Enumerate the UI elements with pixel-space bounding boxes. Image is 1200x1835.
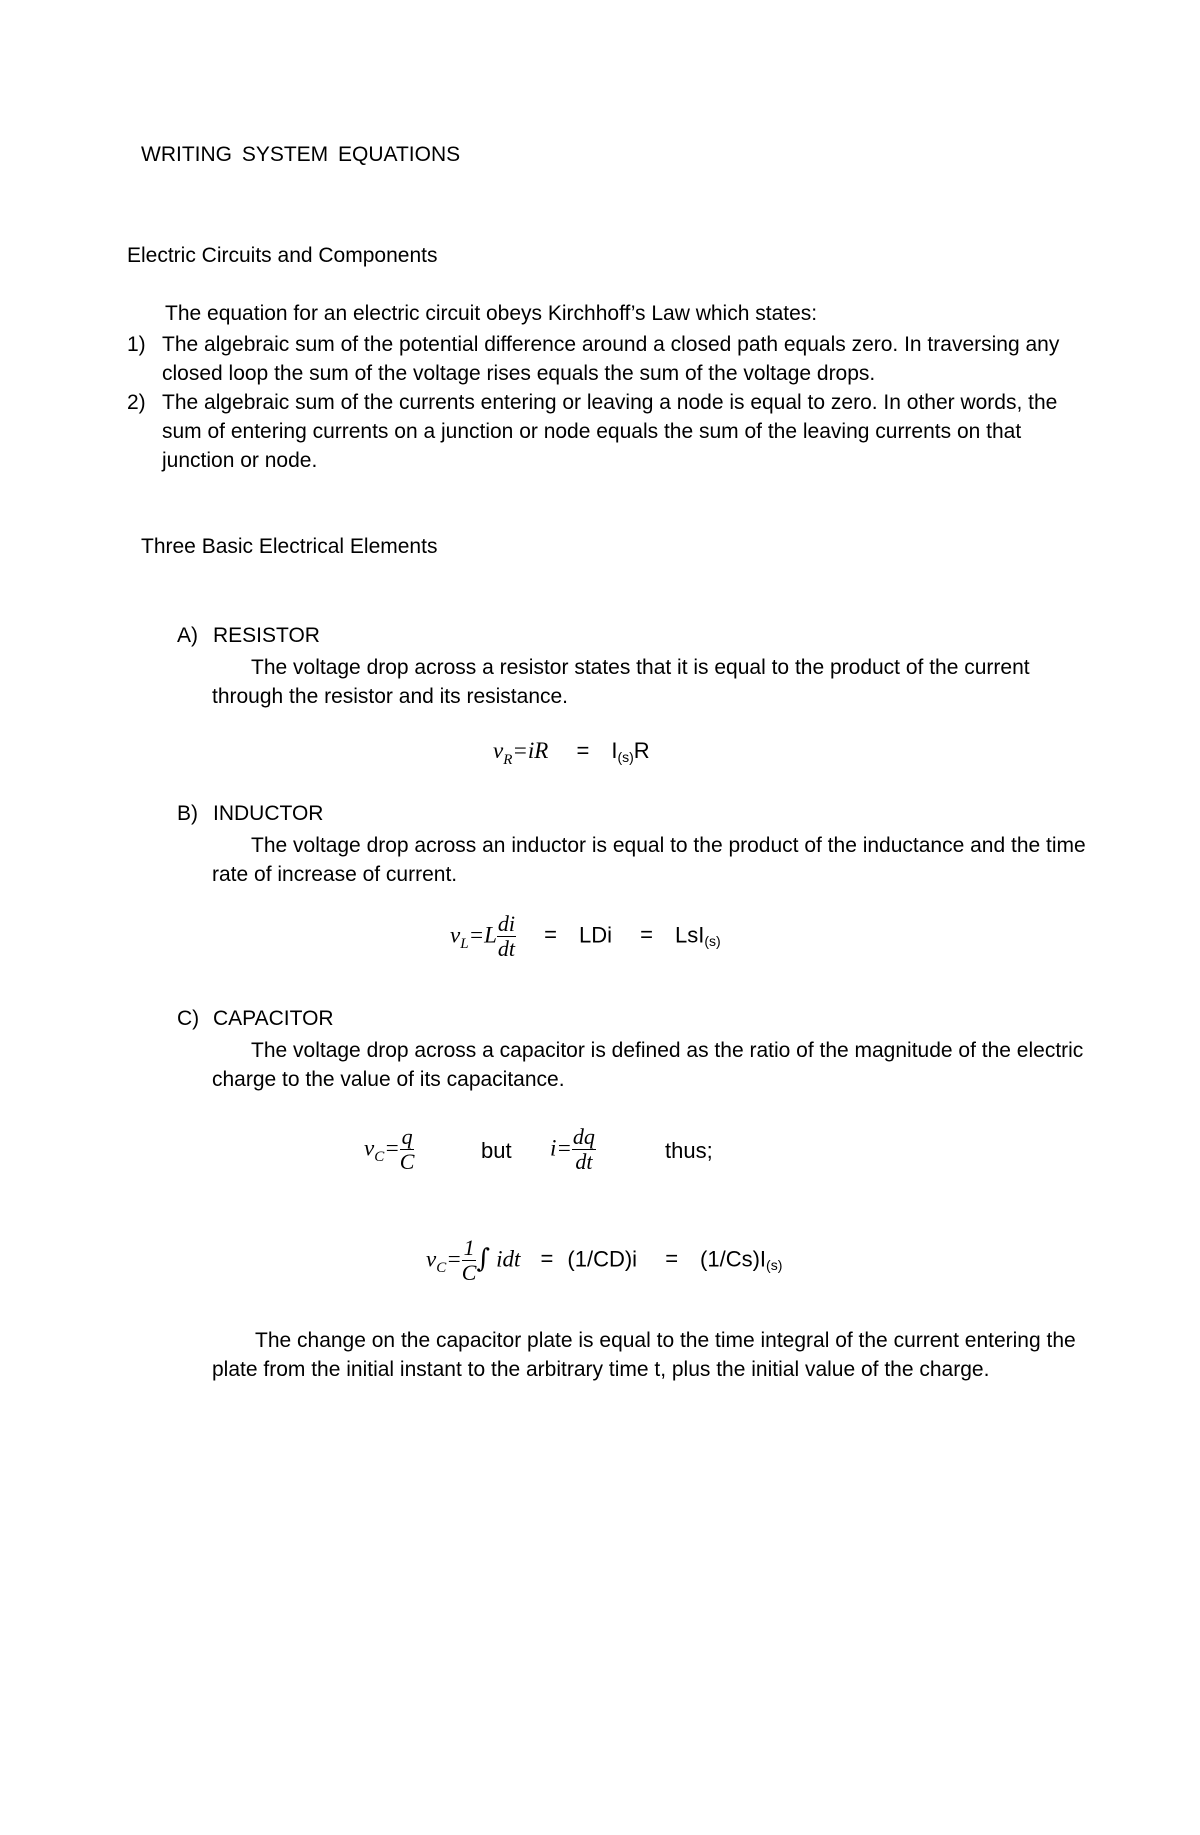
inductor-equation [450, 912, 721, 961]
section-letter: B) [177, 802, 198, 825]
fraction-denominator: dt [575, 1149, 593, 1174]
capacitor-equation-1 [364, 1125, 414, 1174]
capacitor-equation-3 [426, 1236, 782, 1285]
resistor-description: The voltage drop across a resistor states that it is equal to the product of the current through the resistor and its resistance. [212, 656, 1030, 708]
law-number: 2) [127, 391, 146, 414]
eq-subscript: R [503, 752, 513, 768]
eq-term: =L [468, 922, 497, 948]
section-name: RESISTOR [213, 624, 320, 647]
law-item-1 [127, 330, 1077, 390]
eq-subscript: (s) [704, 933, 721, 950]
capacitor-description: The voltage drop across a capacitor is defined as the ratio of the magnitude of the electric charge to the value of its capacitance. [212, 1039, 1084, 1091]
eq-equals: = [665, 1246, 679, 1272]
inductor-description: The voltage drop across an inductor is equal to the product of the inductance and the time rate of increase of current. [212, 834, 1086, 886]
eq-term: LDi [578, 922, 612, 948]
section-title: Electric Circuits and Components [127, 244, 438, 267]
fraction-numerator: dq [572, 1124, 595, 1149]
eq-term: idt [496, 1246, 521, 1272]
fraction-numerator: 1 [463, 1235, 475, 1260]
eq-term: (1/CD)i [567, 1246, 638, 1272]
eq-term: =iR [512, 738, 549, 763]
eq-subscript: (s) [617, 749, 634, 765]
capacitor-heading [177, 1007, 334, 1031]
eq-subscript: C [436, 1260, 447, 1277]
fraction-numerator: di [497, 911, 515, 936]
fraction-denominator: dt [497, 936, 515, 961]
capacitor-thus: thus; [665, 1138, 713, 1163]
eq-term: = [446, 1246, 462, 1272]
section-name: INDUCTOR [213, 802, 324, 825]
fraction [572, 1125, 596, 1174]
eq-term: R [633, 738, 650, 763]
elements-title: Three Basic Electrical Elements [141, 535, 438, 558]
resistor-equation [493, 738, 650, 768]
eq-subscript: C [374, 1149, 385, 1166]
law-item-2 [127, 388, 1077, 478]
eq-symbol: v [450, 922, 461, 948]
capacitor-closing: The change on the capacitor plate is equal to the time integral of the current entering the plate from the initial instant to the arbitrary time t, plus the initial value of the charge. [212, 1329, 1076, 1381]
fraction [497, 912, 516, 961]
eq-term: = [384, 1135, 400, 1161]
eq-equals: = [540, 1246, 554, 1272]
eq-term: I [611, 738, 618, 763]
eq-subscript: (s) [766, 1257, 783, 1274]
eq-term: (1/Cs)I [700, 1246, 767, 1272]
law-number: 1) [127, 333, 146, 356]
eq-equals: = [640, 922, 653, 948]
page-title: WRITING SYSTEM EQUATIONS [141, 143, 461, 166]
fraction [462, 1236, 477, 1285]
fraction-denominator: C [399, 1149, 415, 1174]
eq-symbol: v [364, 1135, 375, 1161]
fraction-denominator: C [461, 1260, 477, 1285]
resistor-heading [177, 624, 320, 648]
eq-symbol: v [493, 738, 504, 763]
fraction [400, 1125, 415, 1174]
eq-equals: = [544, 922, 557, 948]
eq-term: LsI [674, 922, 705, 948]
capacitor-equation-2 [550, 1125, 596, 1174]
eq-subscript: L [460, 936, 469, 953]
law-text: The algebraic sum of the currents entering or leaving a node is equal to zero. In other words, the sum of entering currents on a junction or node equals the sum of the leaving currents on that junction or node. [162, 391, 1058, 472]
fraction-numerator: q [401, 1124, 413, 1149]
eq-equals: = [576, 738, 590, 763]
integral-symbol: ∫ [476, 1244, 490, 1275]
section-letter: C) [177, 1007, 200, 1030]
section-letter: A) [177, 624, 198, 647]
section-name: CAPACITOR [213, 1007, 334, 1030]
eq-term: i= [550, 1135, 572, 1161]
eq-symbol: v [426, 1246, 437, 1272]
law-text: The algebraic sum of the potential difference around a closed path equals zero. In traversing any closed loop the sum of the voltage rises equals the sum of the voltage drops. [162, 333, 1060, 385]
inductor-heading [177, 802, 323, 826]
intro-text: The equation for an electric circuit obeys Kirchhoff’s Law which states: [165, 302, 818, 325]
capacitor-but: but [481, 1138, 512, 1163]
